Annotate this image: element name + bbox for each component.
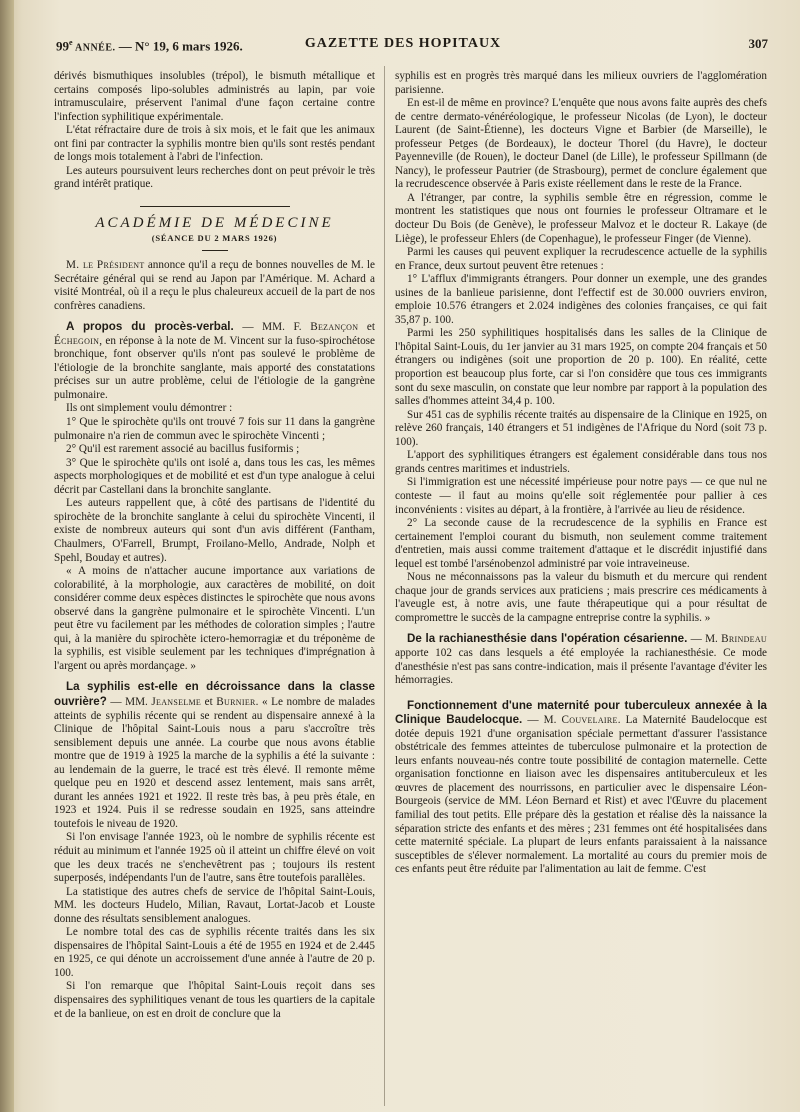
article-heading: A propos du procès-verbal. [66, 320, 234, 334]
paragraph: dérivés bismuthiques insolubles (trépol), le bismuth métallique et certains composés lipo-solubles administrés au lapin, par voie intramusculaire, préservent l'animal d'une façon certaine contre l'infection syphilitique expérimentale. [54, 70, 375, 123]
paragraph: Ils ont simplement voulu démontrer : [66, 402, 233, 415]
paragraph: Si l'on remarque que l'hôpital Saint-Louis reçoit dans ses dispensaires des syphilitiques venant de tous les quartiers de la capitale et de la banlieue, on est en droit de conclure que la [54, 980, 375, 1020]
heading-rule [202, 250, 228, 251]
article-syphilis: La syphilis est-elle en décroissance dans la classe ouvrière? — MM. Jeanselme et Burnier. « Le nombre de malades atteints de syphilis récente qui se rendent au dispensaire annexé à la Clinique de l'hôpital Saint-Louis nous a paru s'accroître très sensiblement depuis une année. La courbe que nous avons établie montre que de 1919 à 1925 la marche de la syphilis a été la suivante : au lendemain de la guerre, le tracé est très élevé. Il remonte même quelque peu en 1920 et descend assez lentement, mais sans arrêt, durant les années 1921 et 1922. Il reste très bas, à peu près étale, en 1923 et 1924. Puis il se redresse soudain en 1925, sans atteindre toutefois le niveau de 1920. [54, 680, 375, 830]
left-column [54, 70, 375, 1100]
page-header [34, 34, 772, 56]
list-item: 1° L'afflux d'immigrants étrangers. Pour donner un exemple, une des grandes usines de la banlieue parisienne, dont l'effectif est de 30.000 ouvriers environ, emploie 10.576 étrangers et 2.024 indigènes des colonies françaises, ce qui fait 35,87 p. 100. [395, 273, 767, 326]
paragraph: La statistique des autres chefs de service de l'hôpital Saint-Louis, MM. les docteurs Hudelo, Milian, Ravaut, Lortat-Jacob et Louste donne des résultats sensiblement analogues. [54, 885, 375, 925]
article-heading: La syphilis est-elle en décroissance dans la classe ouvrière? [54, 680, 375, 708]
right-column [395, 70, 767, 1100]
paragraph: A l'étranger, par contre, la syphilis semble être en régression, comme le montrent les statistiques que nous ont fournies le professeur Oltramare et le docteur Du Bois (de Genève), le professeur Malvoz et le docteur R. Lakaye (de Liège), le professeur Ehlers (de Copenhague), le professeur Finger (de Vienne). [395, 191, 767, 245]
list-item: 3° Que le spirochète qu'ils ont isolé a, dans tous les cas, les mêmes aspects morphologiques et de mobilité et est d'un type analogue à celui décrit par Castellani dans la bronchite sanglante. [54, 456, 375, 496]
section-rule [140, 206, 290, 207]
paragraph: Les auteurs rappellent que, à côté des partisans de l'identité du spirochète de la bronchite sanglante à celui du spirochète Vincenti, il existe de nombreux auteurs qui sont d'un avis différent (Fantham, Chaulmers, O'Farrell, Brumpt, Froilano-Mello, Andrade, Nolph et Spehl, Bouday et autres). [54, 497, 375, 564]
list-item: 2° La seconde cause de la recrudescence de la syphilis en France est certainement l'emploi courant du bismuth, non seulement comme traitement d'entretien, mais aussi comme traitement d'attaque et le discrédit injustifié dans lequel est tombé l'arsénobenzol administré par voie intraveineuse. [395, 517, 767, 570]
column-divider [384, 66, 385, 1106]
list-item: 1° Que le spirochète qu'ils ont trouvé 7 fois sur 11 dans la gangrène pulmonaire n'a rien de commun avec le spirochète Vincenti ; [54, 416, 375, 442]
journal-title: GAZETTE DES HOPITAUX [304, 36, 502, 51]
paragraph: L'apport des syphilitiques étrangers est également considérable dans tous nos grands centres maritimes et industriels. [395, 449, 767, 475]
session-date: (SÉANCE DU 2 MARS 1926) [151, 233, 278, 244]
article-heading: De la rachianesthésie dans l'opération césarienne. [407, 632, 688, 646]
paragraph: Si l'immigration est une nécessité impérieuse pour notre pays — ce que nul ne conteste — il faut au moins qu'elle soit réglementée pour pallier à ces inconvénients : visites au départ, à la frontière, à l'arrivée au lieu de résidence. [395, 476, 767, 516]
paragraph: Sur 451 cas de syphilis récente traités au dispensaire de la Clinique en 1925, on relève 260 français, 140 étrangers et 51 indigènes de l'Afrique du Nord (soit 73 p. 100). [395, 408, 767, 448]
paragraph: Parmi les 250 syphilitiques hospitalisés dans les salles de la Clinique de l'hôpital Saint-Louis, du 1er janvier au 31 mars 1925, on compte 204 français et 50 étrangers ou indigènes (soit une proportion de 20 p. 100). En réalité, cette proportion est beaucoup plus forte, car si l'on considère que tous ces immigrants sont du sexe masculin, on constate que leur nombre par rapport à la population des salles d'hommes atteint 34,4 p. 100. [395, 327, 767, 408]
paragraph: « A moins de n'attacher aucune importance aux variations de colorabilité, à la morphologie, aux caractères de mobilité, on doit considérer comme deux espèces distinctes le spirochète que nous avons observé dans la gangrène pulmonaire et le spirochète Vincenti. L'un peut être vu facilement par les méthodes de coloration simples ; l'autre qui, à la manière du spirochète ictero-hemorragiæ et du tréponème de la syphilis, est visible seulement par les techniques d'imprégnation à l'argent ou après mordançage. » [54, 565, 375, 672]
issue-info: 99e ANNÉE. — N° 19, 6 mars 1926. [56, 38, 243, 54]
paragraph: Parmi les causes qui peuvent expliquer la recrudescence actuelle de la syphilis en France, deux surtout peuvent être retenues : [395, 246, 767, 272]
page-number: 307 [748, 36, 768, 51]
paragraph: M. le Président annonce qu'il a reçu de bonnes nouvelles de M. le Secrétaire général qui se rend au Japon par l'Amérique. M. Achard a visité Montréal, où il a reçu le plus chaleureux accueil de la part de nos confrères canadiens. [54, 259, 375, 312]
academy-heading: ACADÉMIE DE MÉDECINE [95, 214, 334, 231]
article-rachianesthesie: De la rachianesthésie dans l'opération césarienne. — M. Brindeau apporte 102 cas dans lesquels a été employée la rachianesthésie. Ce mode d'anesthésie n'est pas sans contre-indication, mais il présente l'avantage d'éviter les hémorragies. [395, 632, 767, 687]
article-heading: Fonctionnement d'une maternité pour tuberculeux annexée à la Clinique Baudelocque. [395, 698, 767, 727]
binding-edge [0, 0, 14, 1112]
article-procès-verbal: A propos du procès-verbal. — MM. F. Bezançon et Échegoin, en réponse à la note de M. Vincent sur la fuso-spirochétose bronchique, font observer qu'ils n'ont pas soulevé le problème de l'étiologie de la bronchite sanglante, mais apporté des constatations précises sur un autre problème, celui de l'étiologie de la gangrène pulmonaire. [54, 320, 375, 401]
paragraph: Le nombre total des cas de syphilis récente traités dans les six dispensaires de l'hôpital Saint-Louis a été de 1955 en 1924 et de 2.445 en 1925, ce qui dénote un accroissement d'une année à l'autre de 20 p. 100. [54, 926, 375, 979]
article-maternite: Fonctionnement d'une maternité pour tuberculeux annexée à la Clinique Baudelocque. — M. Couvelaire. La Maternité Baudelocque est dotée depuis 1921 d'une organisation spéciale permettant d'assurer l'assistance obstétricale des femmes atteintes de tuberculose pulmonaire et la protection de leurs enfants nouveau-nés contre toute possibilité de contagion maternelle. Cette organisation fonctionne en liaison avec les dispensaires antituberculeux et les œuvres de placement des nourrissons, en particulier avec le dispensaire Léon-Bourgeois (service de MM. Léon Bernard et Rist) et avec l'Œuvre du placement familial des tout petits. Elle prépare dès la gestation et réalise dès la naissance la séparation stricte des enfants et des mères ; 231 femmes ont été hospitalisées dans cette maternité spéciale. La plupart de leurs enfants paraissaient à la naissance susceptibles de s'élever normalement. La mortalité au cours du premier mois de ces enfants peut être réduite par l'alimentation au lait de femme. C'est [395, 698, 767, 876]
paragraph: Si l'on envisage l'année 1923, où le nombre de syphilis récente est réduit au minimum et l'année 1925 où il atteint un chiffre élevé on voit que les deux tracés ne s'enchevêtrent pas ; toujours ils restent superposés, indépendants l'un de l'autre, sans être toutefois parallèles. [54, 831, 375, 885]
list-item: 2° Qu'il est rarement associé au bacillus fusiformis ; [66, 443, 300, 456]
paragraph: Les auteurs poursuivent leurs recherches dont on peut prévoir le très grand intérêt pratique. [54, 164, 375, 191]
paragraph: L'état réfractaire dure de trois à six mois, et le fait que les animaux ont fini par contracter la syphilis montre bien qu'ils sont restés pendant de longs mois totalement à l'abri de l'infection. [54, 124, 375, 164]
paragraph: Nous ne méconnaissons pas la valeur du bismuth et du mercure qui rendent chaque jour de grands services aux praticiens ; mais prescrire ces médicaments à l'aveugle est, à notre avis, une faute thérapeutique qui a pour résultat de compromettre le succès de la campagne entreprise contre la syphilis. » [395, 571, 767, 624]
paragraph: En est-il de même en province? L'enquête que nous avons faite auprès des chefs de centre dermato-vénéréologique, le professeur Nicolas (de Lyon), le docteur Laurent (de Saint-Étienne), les docteurs Vigne et Barbier (de Marseille), le professeur Petges (de Bordeaux), le docteur Thorel (du Havre), le docteur Payenneville (de Rouen), le docteur Danel (de Lille), le professeur Spillmann (de Nancy), le professeur Pautrier (de Strasbourg), permet de conclure également que la recrudescence observée à Paris existe réellement dans le reste de la France. [395, 97, 767, 191]
paragraph: syphilis est en progrès très marqué dans les milieux ouvriers de l'agglomération parisienne. [395, 70, 767, 96]
